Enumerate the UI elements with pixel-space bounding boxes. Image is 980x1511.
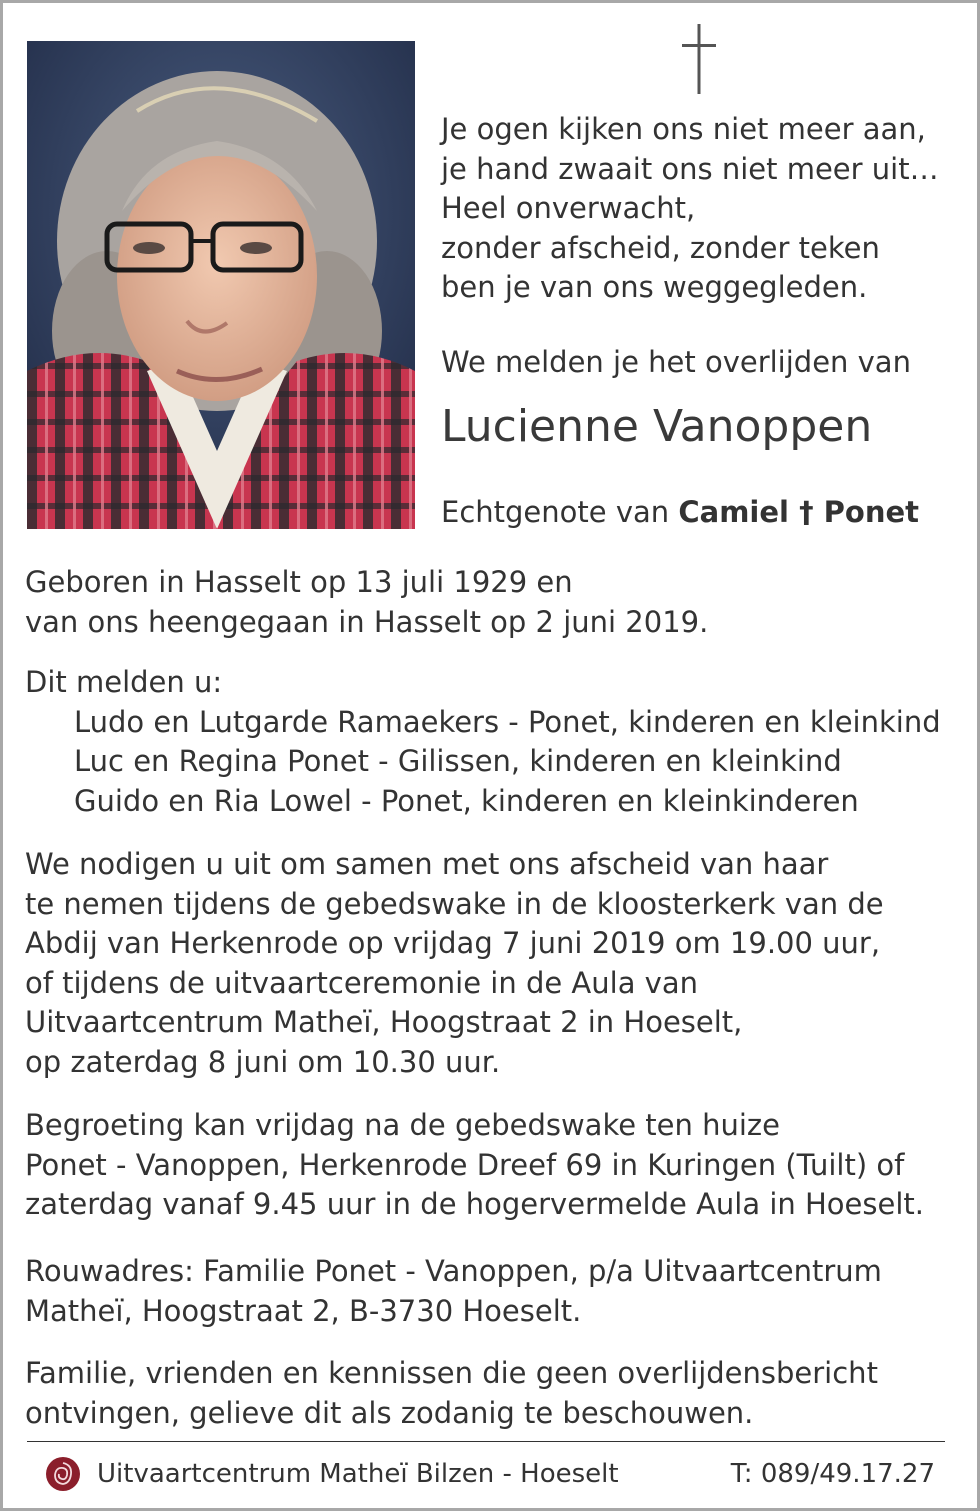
funeral-home-phone: T: 089/49.17.27: [730, 1459, 935, 1489]
text-line: te nemen tijdens de gebedswake in de kloosterkerk van de: [25, 886, 884, 921]
mourning-address: [25, 1252, 882, 1331]
text-line: Begroeting kan vrijdag na de gebedswake ten huize: [25, 1108, 780, 1142]
poem-line: Je ogen kijken ons niet meer aan,: [441, 112, 926, 146]
rose-logo-icon: [45, 1456, 81, 1492]
footer-divider: [27, 1441, 945, 1442]
text-line: Rouwadres: Familie Ponet - Vanoppen, p/a Uitvaartcentrum: [25, 1254, 882, 1288]
cross-icon: [682, 24, 716, 94]
relative-line: Ludo en Lutgarde Ramaekers - Ponet, kinderen en kleinkind: [74, 704, 941, 739]
relative-line: Luc en Regina Ponet - Gilissen, kinderen en kleinkind: [74, 744, 842, 778]
family-note: [25, 1354, 878, 1433]
text-line: ontvingen, gelieve dit als zodanig te beschouwen.: [25, 1395, 754, 1430]
text-line: Abdij van Herkenrode op vrijdag 7 juni 2019 om 19.00 uur,: [25, 926, 881, 960]
spouse-line: [441, 492, 919, 532]
text-line: Uitvaartcentrum Matheï, Hoogstraat 2 in Hoeselt,: [25, 1005, 743, 1039]
text-line: of tijdens de uitvaartceremonie in de Aula van: [25, 965, 698, 1000]
intro-text: We melden je het overlijden van: [441, 345, 911, 379]
funeral-home-name: Uitvaartcentrum Matheï Bilzen - Hoeselt: [97, 1459, 619, 1489]
poem-line: zonder afscheid, zonder teken: [441, 230, 880, 265]
announcement: [25, 663, 941, 821]
relative-line: Guido en Ria Lowel - Ponet, kinderen en kleinkinderen: [74, 783, 859, 818]
spouse-name: Camiel † Ponet: [678, 495, 920, 529]
text-line: Geboren in Hasselt op 13 juli 1929 en: [25, 565, 573, 599]
spouse-prefix: Echtgenote van: [441, 495, 679, 529]
text-line: Familie, vrienden en kennissen die geen overlijdensbericht: [25, 1356, 878, 1390]
text-line: van ons heengegaan in Hasselt op 2 juni 2019.: [25, 604, 709, 639]
visitation-text: [25, 1106, 924, 1225]
text-line: op zaterdag 8 juni om 10.30 uur.: [25, 1044, 501, 1079]
announce-heading: Dit melden u:: [25, 665, 223, 699]
poem-line: ben je van ons weggegleden.: [441, 270, 868, 304]
text-line: We nodigen u uit om samen met ons afscheid van haar: [25, 847, 829, 881]
text-line: Ponet - Vanoppen, Herkenrode Dreef 69 in Kuringen (Tuilt) of: [25, 1147, 905, 1182]
poem: [441, 110, 939, 308]
footer: [43, 1454, 943, 1494]
poem-line: je hand zwaait ons niet meer uit…: [441, 151, 939, 186]
text-line: Matheï, Hoogstraat 2, B-3730 Hoeselt.: [25, 1293, 582, 1328]
text-line: zaterdag vanaf 9.45 uur in de hogervermelde Aula in Hoeselt.: [25, 1187, 924, 1221]
portrait-photo: [27, 41, 415, 529]
deceased-name: Lucienne Vanoppen: [441, 401, 873, 452]
poem-line: Heel onverwacht,: [441, 191, 696, 225]
birth-death-text: [25, 563, 708, 642]
invitation-text: [25, 845, 884, 1082]
